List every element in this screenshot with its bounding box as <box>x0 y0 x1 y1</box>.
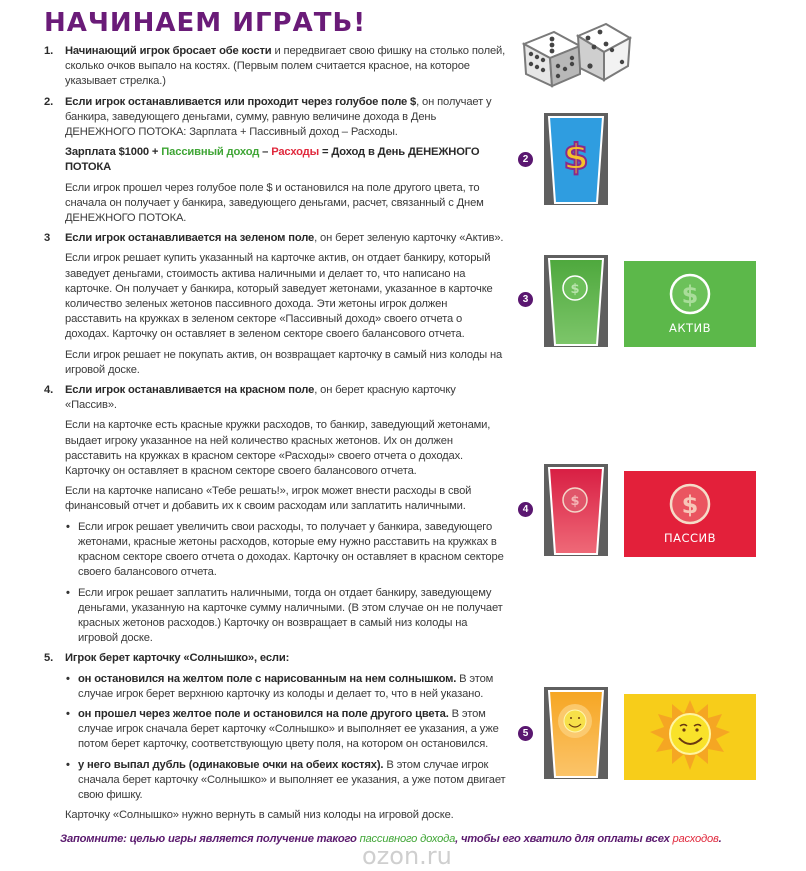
item-lead: Если игрок останавливается или проходит через голубое поле $ <box>65 95 417 108</box>
rule-item-4 <box>44 383 506 646</box>
bullet-item <box>65 707 506 753</box>
item-lead: Если игрок останавливается на красном поле <box>65 384 315 397</box>
item-paragraph: Если на карточке написано «Тебе решать!», игрок может внести расходы в свой финансовый отчет и добавить их к своим расходам или заплатить наличными. <box>65 485 472 513</box>
item-paragraph: Если игрок прошел через голубое поле $ и остановился на поле другого цвета, то сначала он получает у банкира, заведующего деньгами, расчет, связанный с Днем ДЕНЕЖНОГО ПОТОКА. <box>65 181 484 225</box>
bullet-lead: он прошел через желтое поле и остановился на поле другого цвета. <box>78 707 449 720</box>
item-paragraph: Карточку «Солнышко» нужно вернуть в самый низ колоды на игровой доске. <box>65 809 454 822</box>
step-badge-2: 2 <box>518 152 533 167</box>
formula-result: = Доход в День ДЕНЕЖНОГО ПОТОКА <box>65 146 480 174</box>
reminder-passive-income: пассивного дохода <box>359 833 456 845</box>
item-paragraph: Если игрок решает не покупать актив, он возвращает карточку в самый низ колоды на игровой доске. <box>65 348 503 376</box>
passive-card <box>624 471 756 557</box>
page-title: НАЧИНАЕМ ИГРАТЬ! <box>44 8 367 38</box>
svg-text:$: $ <box>681 491 699 519</box>
formula-salary: Зарплата $1000 + <box>65 146 162 159</box>
green-field-tile <box>544 255 608 347</box>
item-number: 3 <box>44 232 51 245</box>
formula-minus: – <box>259 146 272 159</box>
item-lead: Игрок берет карточку «Солнышко», если: <box>65 652 290 665</box>
item-number: 1. <box>44 45 54 57</box>
item-number: 2. <box>44 95 54 108</box>
reminder-expenses: расходов <box>672 833 719 845</box>
bullet-lead: он остановился на желтом поле с нарисованным на нем солнышком. <box>78 672 457 685</box>
item-text: , он получает у банкира, заведующего деньгами, сумму, равную величине дохода в День ДЕНЕЖНОГО ПОТОКА: Зарплата + Пассивный доход – Расходы. <box>65 95 492 139</box>
bullet-item <box>65 758 506 804</box>
item-paragraph: Если игрок решает купить указанный на карточке актив, он отдает банкиру, который заведует деньгами, стоимость актива наличными и делает то, что написано на карточке. Он получает у банкира, который заведует жетонами, указанное в карточке количество зеленых жетонов пассивного дохода. Эти жетоны игрок должен расставить на кружках в зеленом секторе «Пассивный доход» своего отчета о доходах. Карточку он оставляет в зеленом секторе своего балансового отчета. <box>65 252 493 341</box>
item-lead: Начинающий игрок бросает обе кости <box>65 45 272 57</box>
active-card <box>624 261 756 347</box>
item-text: , он берет зеленую карточку «Актив». <box>314 232 504 245</box>
step-badge-5: 5 <box>518 726 533 741</box>
rule-item-5 <box>44 651 506 823</box>
reminder-text: . <box>718 833 722 845</box>
bullet-text: В этом случае игрок сначала берет карточку «Солнышко» и выполняет ее указания, а уже потом берет карточку, соответствующую цвету поля, на котором он остановился. <box>78 707 499 751</box>
sun-icon <box>558 704 592 738</box>
bullet-item <box>65 672 506 702</box>
rules-column <box>44 44 506 828</box>
formula-passive-income: Пассивный доход <box>161 146 260 159</box>
svg-text:$: $ <box>563 137 589 178</box>
svg-text:$: $ <box>570 494 580 509</box>
bullet-item: • Если игрок решает увеличить свои расходы, то получает у банкира, заведующего жетонами, красные жетоны расходов, которые ему нужно расставить на кружках в красном секторе своего отчета о доходах. Карточку он оставляет в красном секторе своего балансового отчета. <box>65 520 506 581</box>
item-lead: Если игрок останавливается на зеленом поле <box>65 232 315 245</box>
bullet-item: • Если игрок решает заплатить наличными, тогда он отдает банкиру, заведующему деньгами, указанную на карточке сумму наличными. (В этом случае он не получает красных жетонов расходов.) Карточку он возвращает в самый низ колоды на игровой доске. <box>65 586 506 647</box>
card-label: АКТИВ <box>668 321 712 335</box>
item-number: 5. <box>44 652 54 665</box>
rule-item-1 <box>44 44 506 90</box>
item-number: 4. <box>44 384 54 397</box>
rule-item-2 <box>44 95 506 227</box>
step-badge-4: 4 <box>518 502 533 517</box>
watermark: ozon.ru <box>362 842 452 870</box>
dice-icon <box>518 14 634 90</box>
red-field-tile <box>544 464 608 556</box>
reminder-text: , чтобы его хватило для оплаты всех <box>455 833 673 845</box>
svg-text:$: $ <box>681 281 699 309</box>
item-text: , он берет красную карточку «Пассив». <box>65 384 456 412</box>
item-paragraph: Если на карточке есть красные кружки расходов, то банкир, заведующий жетонами, выдает игроку указанное на ней количество красных жетонов. Их он должен расставить на кружках в красном секторе «Расходы» своего отчета о доходах. Карточку он оставляет в красном секторе своего балансового отчета. <box>65 419 491 478</box>
sun-card <box>624 694 756 780</box>
rule-item-3 <box>44 231 506 378</box>
bullet-text: В этом случае игрок сначала берет карточку «Солнышко» и выполняет ее указания, а уже потом двигает свою фишку. <box>78 758 506 801</box>
reminder-text: Запомните: целью игры является получение такого <box>60 833 360 845</box>
bullet-text: В этом случае игрок берет верхнюю карточку из колоды и делает то, что в ней указано. <box>78 672 494 700</box>
dollar-icon <box>563 137 588 178</box>
formula-expenses: Расходы <box>271 146 320 159</box>
card-label: ПАССИВ <box>663 531 717 545</box>
cashflow-formula <box>65 145 506 175</box>
step-badge-3: 3 <box>518 292 533 307</box>
blue-field-tile <box>544 113 608 205</box>
svg-text:$: $ <box>570 282 580 297</box>
yellow-field-tile <box>544 687 608 779</box>
item-text: и передвигает свою фишку на столько полей, сколько очков выпало на костях. (Первым полем считается красное, на которое указывает стрелка.) <box>65 45 506 88</box>
bullet-lead: у него выпал дубль (одинаковые очки на обеих костях). <box>78 758 384 771</box>
